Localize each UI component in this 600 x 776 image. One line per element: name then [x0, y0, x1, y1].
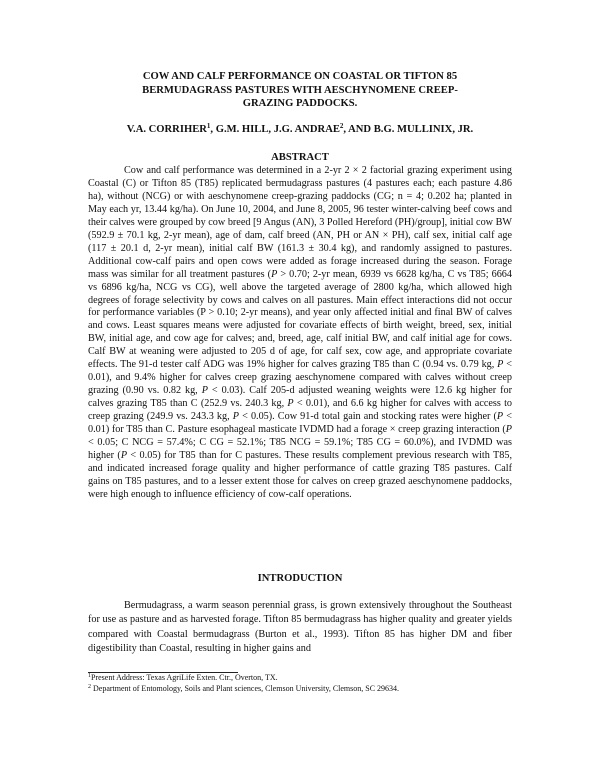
abstract-text: < 0.03). Calf 205-d adjusted weaning weights were 12.6 kg higher for calves grazing T85 than C (252.9 vs. 240.3 kg, — [88, 385, 513, 410]
abstract-text: < 0.01), and 9.4% higher for calves creep grazing aeschynomene compared with calves without creep grazing (0.90 vs. 0.82 kg, — [88, 359, 513, 397]
p-symbol: P — [505, 424, 512, 436]
p-symbol: P — [201, 385, 208, 397]
author-line — [80, 123, 520, 137]
abstract-text: < 0.05; C NCG = 57.4%; C CG = 52.1%; T85 NCG = 59.1%; T85 CG = 60.0%), and IVDMD was higher ( — [88, 437, 512, 461]
authors-hill-andrae: , G.M. HILL, J.G. ANDRAE — [210, 124, 340, 135]
introduction-heading: INTRODUCTION — [257, 573, 343, 584]
footnote-1-mark: 1 — [88, 673, 91, 679]
p-symbol: P — [496, 411, 504, 423]
abstract-text: > 0.70; 2-yr mean, 6939 vs 6628 kg/ha, C vs T85; 6664 vs 6896 kg/ha, NCG vs CG), well above the targeted average of 2800 kg/ha, which allowed high degrees of forage selectivity by cows and calves on all pastures. Main effect interactions did not occur for performance variables (P > 0.10; 2-yr means), and year only affected initial and final BW of calves and cows. Least squares means were adjusted for covariate effects of birth weight, breed, sex, initial BW, initial age, and cow age for calves; and, breed, age, calf initial BW, and calf initial age for cows. Calf BW at weaning were adjusted to 205 d of age, for calf sex, cow age, and appropriate covariate effects. The 91-d tester calf ADG was 19% higher for calves grazing T85 than C (0.94 vs. 0.79 kg, — [88, 268, 512, 371]
author-mullinix: , AND B.G. MULLINIX, JR. — [343, 124, 474, 135]
abstract-paragraph — [88, 165, 512, 502]
abstract-text: < 0.01) for T85 than C. Pasture esophageal masticate IVDMD had a forage × creep grazing interaction ( — [88, 411, 512, 436]
footnote-2 — [88, 684, 528, 695]
footnotes — [88, 673, 528, 694]
p-symbol: P — [287, 398, 294, 410]
author-corriher: V.A. CORRIHER — [126, 124, 207, 135]
footnote-2-mark: 2 — [88, 683, 91, 690]
paper-title: COW AND CALF PERFORMANCE ON COASTAL OR TIFTON 85 BERMUDAGRASS PASTURES WITH AESCHYNOMENE CREEP-GRAZING PADDOCKS. — [142, 71, 458, 110]
introduction-paragraph: Bermudagrass, a warm season perennial grass, is grown extensively throughout the Southeast for use as pasture and as harvested forage. Tifton 85 bermudagrass has higher quality and greater yields compared with Coastal bermudagrass (Burton et al., 1993). Tifton 85 has higher DM and fiber digestibility than Coastal, resulting in higher gains and — [88, 600, 512, 655]
abstract-heading: ABSTRACT — [271, 152, 329, 163]
p-symbol: P — [271, 268, 278, 280]
abstract-text: < 0.05) for T85 than for C pastures. These results complement previous research with T85, and indicated increased forage quality and higher performance of cattle grazing T85 pastures. Calf gains on T85 pastures, and to a lesser extent those for calves on creep grazed aeschynomene paddocks, were high enough to influence efficiency of cow-calf operations. — [88, 449, 512, 500]
footnote-mark-2: 2 — [339, 122, 344, 130]
p-symbol: P — [232, 411, 239, 423]
p-symbol: P — [120, 449, 128, 461]
abstract-text: < 0.01), and 6.6 kg higher for calves with access to creep grazing (249.9 vs. 243.3 kg, — [88, 398, 512, 423]
footnote-1-text: Present Address: Texas AgriLife Exten. Ctr., Overton, TX. — [91, 673, 278, 682]
abstract-text: < 0.05). Cow 91-d total gain and stocking rates were higher ( — [239, 411, 497, 423]
footnote-2-text: Department of Entomology, Soils and Plant sciences, Clemson University, Clemson, SC 29634. — [91, 683, 400, 693]
abstract-text: Cow and calf performance was determined in a 2-yr 2 × 2 factorial grazing experiment using Coastal (C) or Tifton 85 (T85) replicated bermudagrass pastures (4 pastures each; each pasture 4.86 ha), without (NCG) or with aeschynomene creep-grazing paddocks (CG; n = 4; 0.202 ha; planted in May each yr, 13.44 kg/ha). On June 10, 2004, and June 8, 2005, 96 tester winter-calving beef cows and their calves were grouped by cow breed [9 Angus (AN), 3 Polled Hereford (PH)/group], initial cow BW (592.9 ± 70.1 kg, 2-yr mean), age of dam, calf breed (AN, PH or AN × PH), calf sex, initial calf age (117 ± 20.1 d, 2-yr mean), initial calf BW (161.3 ± 30.4 kg), and randomly assigned to pastures. Additional cow-calf pairs and open cows were added as forage increased during the season. Forage mass was similar for all treatment pastures ( — [88, 165, 512, 280]
footnote-1 — [88, 673, 528, 684]
footnote-mark-1: 1 — [206, 122, 211, 130]
p-symbol: P — [497, 359, 504, 371]
